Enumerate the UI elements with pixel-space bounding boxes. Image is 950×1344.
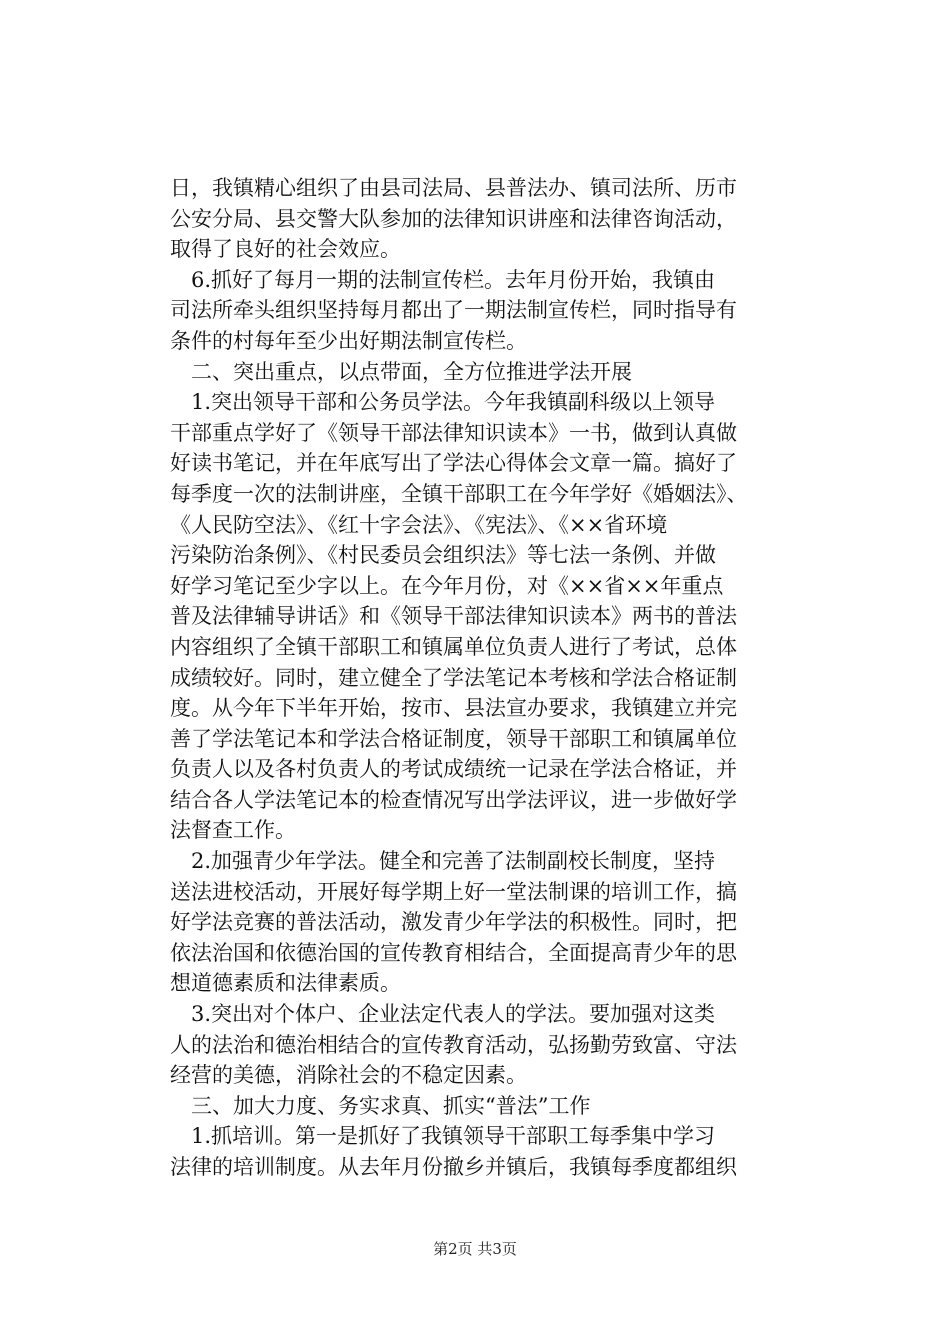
text-line: 污染防治条例》、《村民委员会组织法》等七法一条例、并做 [170,543,716,568]
page-number-label: 第2页 共3页 [433,1240,517,1258]
text-line: 司法所牵头组织坚持每月都出了一期法制宣传栏，同时指导有 [170,298,737,323]
text-line: 每季度一次的法制讲座，全镇干部职工在今年学好《婚姻法》、 [170,481,748,506]
text-line: 依法治国和依德治国的宣传教育相结合，全面提高青少年的思 [170,940,737,965]
text-line: 想道德素质和法律素质。 [170,971,401,996]
text-line: 干部重点学好了《领导干部法律知识读本》一书，做到认真做 [170,420,737,445]
text-line: 经营的美德，消除社会的不稳定因素。 [170,1063,527,1088]
text-line: 人的法治和德治相结合的宣传教育活动，弘扬勤劳致富、守法 [170,1032,737,1057]
text-line: 结合各人学法笔记本的检查情况写出学法评议，进一步做好学 [170,787,737,812]
text-line: 1.抓培训。第一是抓好了我镇领导干部职工每季集中学习 [191,1124,716,1149]
text-line: 成绩较好。同时，建立健全了学法笔记本考核和学法合格证制 [170,665,737,690]
text-line: 条件的村每年至少出好期法制宣传栏。 [170,328,527,353]
text-line: 6.抓好了每月一期的法制宣传栏。去年月份开始，我镇由 [191,267,716,292]
text-line: 公安分局、县交警大队参加的法律知识讲座和法律咨询活动， [170,206,737,231]
text-line: 好学法竞赛的普法活动，激发青少年学法的积极性。同时，把 [170,910,737,935]
page-footer [0,1238,950,1259]
text-line: 二、突出重点，以点带面，全方位推进学法开展 [191,359,632,384]
text-line: 内容组织了全镇干部职工和镇属单位负责人进行了考试，总体 [170,634,737,659]
text-line: 1.突出领导干部和公务员学法。今年我镇副科级以上领导 [191,390,716,415]
text-line: 2.加强青少年学法。健全和完善了法制副校长制度，坚持 [191,849,716,874]
text-line: 3.突出对个体户、企业法定代表人的学法。要加强对这类 [191,1002,716,1027]
text-line: 普及法律辅导讲话》和《领导干部法律知识读本》两书的普法 [170,604,737,629]
text-line: 度。从今年下半年开始，按市、县法宣办要求，我镇建立并完 [170,696,737,721]
text-line: 三、加大力度、务实求真、抓实“普法”工作 [191,1093,591,1118]
text-line: 法督查工作。 [170,818,296,843]
text-line: 取得了良好的社会效应。 [170,237,401,262]
text-line: 好读书笔记，并在年底写出了学法心得体会文章一篇。搞好了 [170,451,737,476]
document-body [170,173,832,1183]
text-line: 负责人以及各村负责人的考试成绩统一记录在学法合格证，并 [170,757,737,782]
text-line: 日，我镇精心组织了由县司法局、县普法办、镇司法所、历市 [170,176,737,200]
text-line: 法律的培训制度。从去年月份撤乡并镇后，我镇每季度都组织 [170,1155,737,1179]
text-line: 好学习笔记至少字以上。在今年月份，对《××省××年重点 [170,573,724,598]
text-line: 送法进校活动，开展好每学期上好一堂法制课的培训工作，搞 [170,879,737,904]
text-line: 善了学法笔记本和学法合格证制度，领导干部职工和镇属单位 [170,726,737,751]
text-line: 《人民防空法》、《红十字会法》、《宪法》、《××省环境 [170,512,668,537]
